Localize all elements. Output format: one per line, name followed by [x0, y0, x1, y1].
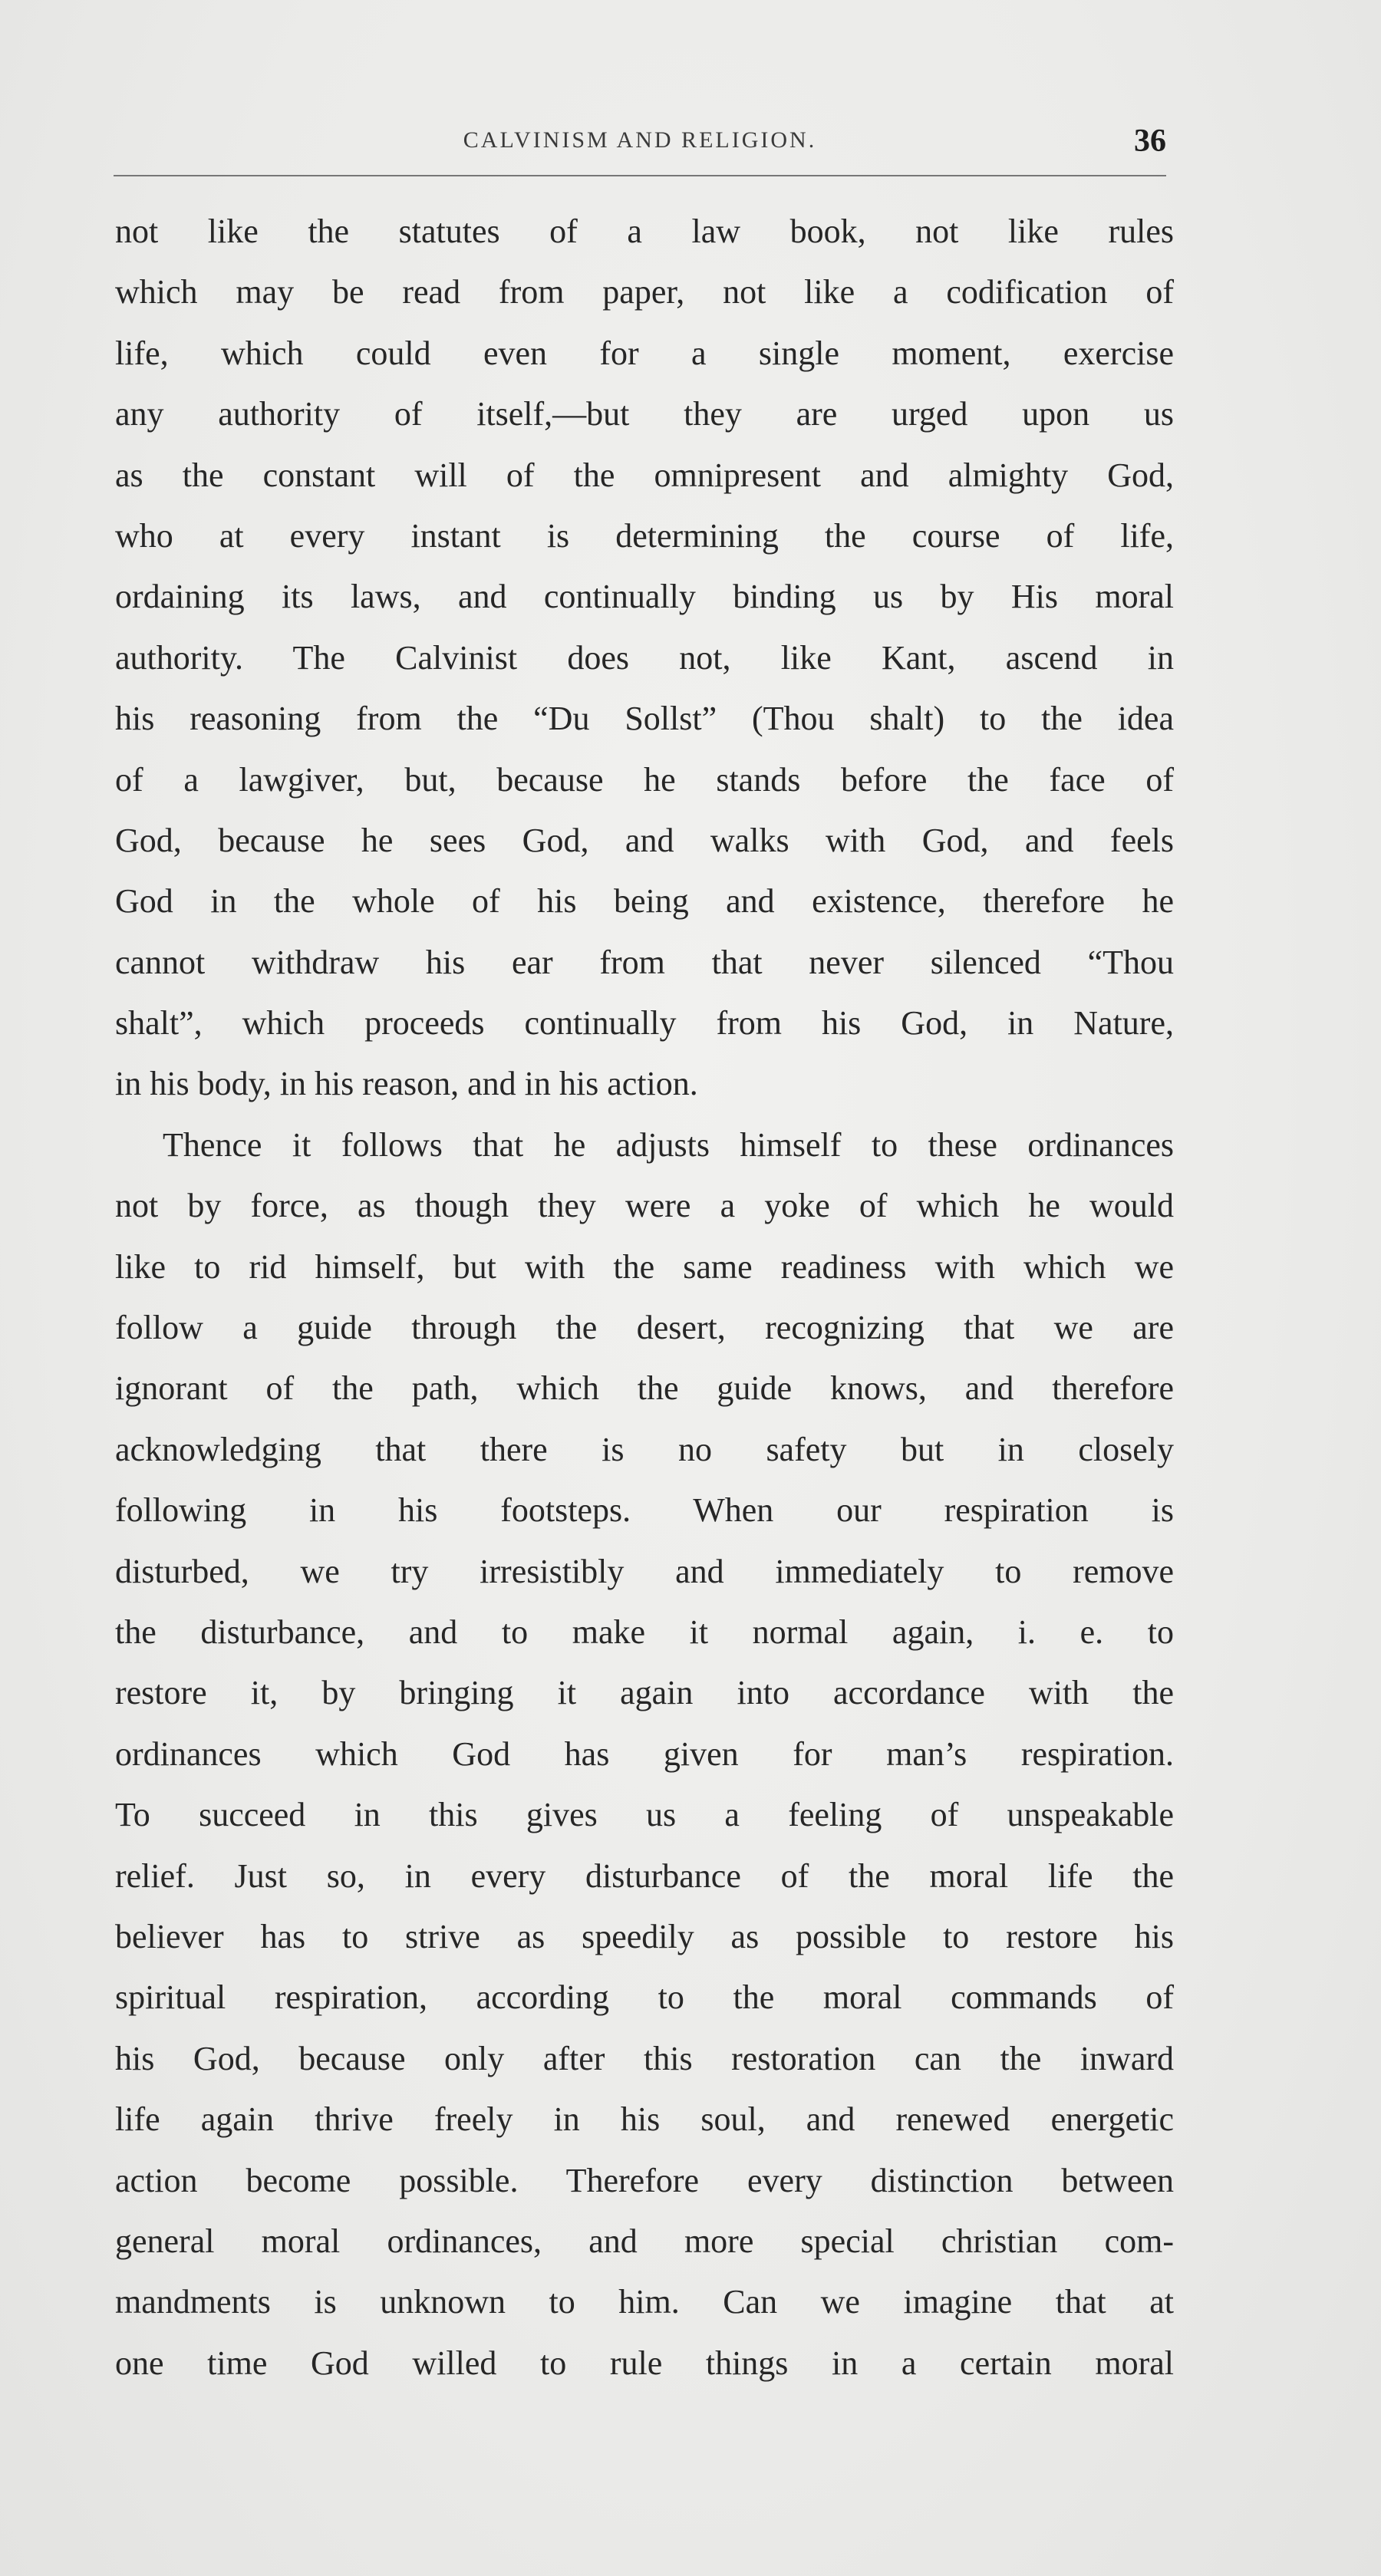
- text-line: as the constant will of the omnipresent and almighty God,: [115, 456, 1174, 494]
- text-line: his God, because only after this restoration can the inward: [115, 2039, 1174, 2077]
- text-line: authority. The Calvinist does not, like Kant, ascend in: [115, 638, 1174, 677]
- text-line: not by force, as though they were a yoke of which he would: [115, 1187, 1174, 1225]
- text-line: shalt”, which proceeds continually from his God, in Nature,: [115, 1004, 1174, 1043]
- text-line: who at every instant is determining the course of life,: [115, 516, 1174, 555]
- text-line: disturbed, we try irresistibly and immediately to remove: [115, 1552, 1174, 1590]
- text-line: which may be read from paper, not like a codification of: [115, 273, 1174, 311]
- running-head: [114, 123, 1166, 176]
- text-line: of a lawgiver, but, because he stands before the face of: [115, 760, 1174, 799]
- text-line: restore it, by bringing it again into accordance with the: [115, 1674, 1174, 1712]
- text-line: any authority of itself,—but they are urged upon us: [115, 395, 1174, 433]
- text-line: action become possible. Therefore every distinction between: [115, 2161, 1174, 2199]
- text-line: To succeed in this gives us a feeling of unspeakable: [115, 1796, 1174, 1834]
- text-line: God, because he sees God, and walks with God, and feels: [115, 821, 1174, 859]
- text-line: following in his footsteps. When our respiration is: [115, 1491, 1174, 1530]
- text-line: relief. Just so, in every disturbance of the moral life the: [115, 1856, 1174, 1895]
- body-text: [115, 201, 1174, 2393]
- text-line: Thence it follows that he adjusts himself to these ordinances: [163, 1125, 1174, 1164]
- text-line: his reasoning from the “Du Sollst” (Thou shalt) to the idea: [115, 700, 1174, 738]
- text-line: ordaining its laws, and continually binding us by His moral: [115, 578, 1174, 616]
- text-line: believer has to strive as speedily as possible to restore his: [115, 1917, 1174, 1955]
- text-line: mandments is unknown to him. Can we imagine that at: [115, 2283, 1174, 2321]
- text-line: spiritual respiration, according to the moral commands of: [115, 1978, 1174, 2017]
- text-line: like to rid himself, but with the same readiness with which we: [115, 1247, 1174, 1286]
- text-line: ignorant of the path, which the guide knows, and therefore: [115, 1369, 1174, 1408]
- text-line: God in the whole of his being and existence, therefore he: [115, 882, 1174, 921]
- text-line: in his body, in his reason, and in his action.: [115, 1065, 698, 1103]
- text-line: cannot withdraw his ear from that never silenced “Thou: [115, 943, 1174, 981]
- text-line: life, which could even for a single moment, exercise: [115, 334, 1174, 372]
- text-line: one time God willed to rule things in a certain moral: [115, 2344, 1174, 2382]
- text-line: general moral ordinances, and more special christian com-: [115, 2222, 1174, 2260]
- running-title: CALVINISM AND RELIGION.: [463, 127, 817, 153]
- text-line: acknowledging that there is no safety but in closely: [115, 1430, 1174, 1468]
- header-rule: [114, 175, 1166, 176]
- text-line: life again thrive freely in his soul, and renewed energetic: [115, 2100, 1174, 2139]
- text-line: the disturbance, and to make it normal again, i. e. to: [115, 1612, 1174, 1651]
- text-line: not like the statutes of a law book, not like rules: [115, 212, 1174, 250]
- text-line: follow a guide through the desert, recognizing that we are: [115, 1309, 1174, 1347]
- text-line: ordinances which God has given for man’s respiration.: [115, 1734, 1174, 1773]
- page-number: 36: [1134, 124, 1166, 159]
